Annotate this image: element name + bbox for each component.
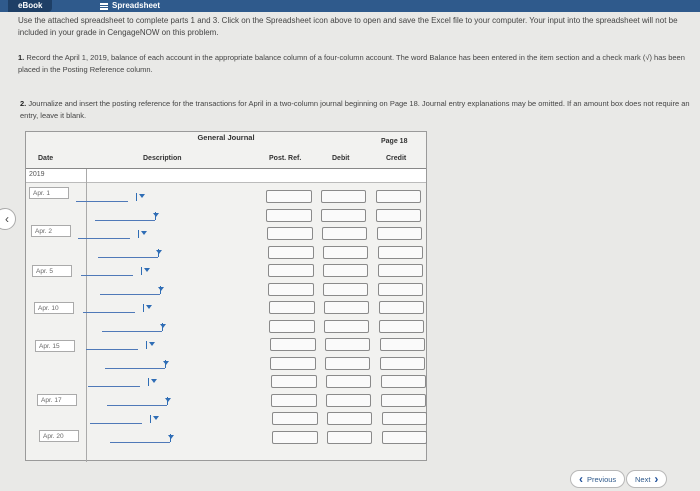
chevron-down-icon[interactable]	[160, 324, 166, 328]
previous-button[interactable]	[570, 470, 625, 488]
instruction-part-2	[20, 98, 696, 121]
chevron-down-icon[interactable]	[151, 379, 157, 383]
debit-input[interactable]	[323, 283, 368, 296]
date-column-divider	[86, 169, 87, 462]
description-dropdown[interactable]	[105, 368, 165, 369]
credit-input[interactable]	[382, 412, 427, 425]
chevron-left-icon: ‹	[579, 472, 583, 486]
column-header-post-ref: Post. Ref.	[269, 155, 302, 162]
debit-input[interactable]	[326, 375, 371, 388]
instruction-part-1	[18, 52, 690, 75]
credit-input[interactable]	[380, 338, 425, 351]
previous-label: Previous	[587, 474, 617, 484]
credit-input[interactable]	[377, 227, 422, 240]
debit-input[interactable]	[325, 338, 370, 351]
credit-input[interactable]	[379, 301, 424, 314]
general-journal	[25, 131, 427, 461]
debit-input[interactable]	[326, 394, 371, 407]
post-ref-input[interactable]	[268, 246, 314, 259]
dropdown-divider	[138, 230, 139, 238]
credit-input[interactable]	[382, 431, 427, 444]
chevron-down-icon[interactable]	[153, 213, 159, 217]
journal-page-number: Page 18	[381, 138, 408, 145]
ebook-tab[interactable]: eBook	[8, 0, 52, 12]
description-dropdown[interactable]	[98, 257, 158, 258]
credit-input[interactable]	[380, 357, 425, 370]
spreadsheet-icon	[100, 3, 108, 10]
chevron-down-icon[interactable]	[158, 287, 164, 291]
debit-input[interactable]	[322, 227, 367, 240]
description-dropdown[interactable]	[90, 423, 142, 424]
description-dropdown[interactable]	[100, 294, 160, 295]
chevron-down-icon[interactable]	[168, 435, 174, 439]
column-header-description: Description	[143, 155, 182, 162]
chevron-down-icon[interactable]	[146, 305, 152, 309]
debit-input[interactable]	[325, 357, 370, 370]
part-1-text: Record the April 1, 2019, balance of each account in the appropriate balance column of a four-column account. The word Balance has been entered in the item section and a check mark (√) has been placed in the Posting Reference column.	[18, 53, 685, 74]
debit-input[interactable]	[321, 190, 366, 203]
description-dropdown[interactable]	[76, 201, 128, 202]
entry-date: Apr. 10	[34, 302, 74, 314]
dropdown-divider	[150, 415, 151, 423]
description-dropdown[interactable]	[107, 405, 167, 406]
part-2-number: 2.	[20, 99, 27, 108]
entry-date: Apr. 15	[35, 340, 75, 352]
debit-input[interactable]	[327, 412, 372, 425]
chevron-down-icon[interactable]	[144, 268, 150, 272]
post-ref-input[interactable]	[272, 412, 318, 425]
credit-input[interactable]	[376, 209, 421, 222]
column-header-debit: Debit	[332, 155, 350, 162]
description-dropdown[interactable]	[78, 238, 130, 239]
entry-date: Apr. 5	[32, 265, 72, 277]
debit-input[interactable]	[321, 209, 366, 222]
spreadsheet-label: Spreadsheet	[112, 1, 161, 10]
column-header-credit: Credit	[386, 155, 407, 162]
credit-input[interactable]	[378, 283, 423, 296]
credit-input[interactable]	[378, 246, 423, 259]
debit-input[interactable]	[324, 320, 369, 333]
dropdown-divider	[141, 267, 142, 275]
year-label: 2019	[29, 171, 45, 178]
post-ref-input[interactable]	[271, 375, 317, 388]
description-dropdown[interactable]	[83, 312, 135, 313]
chevron-down-icon[interactable]	[156, 250, 162, 254]
post-ref-input[interactable]	[270, 338, 316, 351]
chevron-down-icon[interactable]	[153, 416, 159, 420]
next-label: Next	[635, 474, 651, 484]
spreadsheet-tab[interactable]	[100, 0, 160, 12]
description-dropdown[interactable]	[95, 220, 155, 221]
debit-input[interactable]	[323, 246, 368, 259]
post-ref-input[interactable]	[272, 431, 318, 444]
chevron-down-icon[interactable]	[149, 342, 155, 346]
post-ref-input[interactable]	[270, 357, 316, 370]
top-bar	[0, 0, 700, 12]
entry-date: Apr. 20	[39, 430, 79, 442]
entry-date: Apr. 17	[37, 394, 77, 406]
dropdown-divider	[143, 304, 144, 312]
credit-input[interactable]	[381, 375, 426, 388]
description-dropdown[interactable]	[110, 442, 170, 443]
entry-date: Apr. 1	[29, 187, 69, 199]
debit-input[interactable]	[324, 301, 369, 314]
next-button[interactable]	[626, 470, 667, 488]
dropdown-divider	[148, 378, 149, 386]
credit-input[interactable]	[376, 190, 421, 203]
post-ref-input[interactable]	[269, 301, 315, 314]
description-dropdown[interactable]	[86, 349, 138, 350]
post-ref-input[interactable]	[266, 209, 312, 222]
chevron-down-icon[interactable]	[139, 194, 145, 198]
post-ref-input[interactable]	[267, 227, 313, 240]
post-ref-input[interactable]	[268, 264, 314, 277]
credit-input[interactable]	[378, 264, 423, 277]
part-1-number: 1.	[18, 53, 25, 62]
chevron-right-icon: ›	[654, 472, 659, 486]
description-dropdown[interactable]	[88, 386, 140, 387]
journal-title: General Journal	[197, 133, 255, 142]
intro-text: Use the attached spreadsheet to complete parts 1 and 3. Click on the Spreadsheet icon above to open and save the Excel file to your computer. Your input into the spreadsheet will not be included in your grade in CengageNOW on this problem.	[18, 16, 678, 37]
entry-date: Apr. 2	[31, 225, 71, 237]
debit-input[interactable]	[327, 431, 372, 444]
post-ref-input[interactable]	[269, 320, 315, 333]
description-dropdown[interactable]	[102, 331, 162, 332]
post-ref-input[interactable]	[271, 394, 317, 407]
description-dropdown[interactable]	[81, 275, 133, 276]
dropdown-divider	[136, 193, 137, 201]
part-2-text: Journalize and insert the posting reference for the transactions for April in a two-column journal beginning on Page 18. Journal entry explanations may be omitted. If an amount box does not require an entry, leave it blank.	[20, 99, 690, 120]
chevron-down-icon[interactable]	[165, 398, 171, 402]
chevron-down-icon[interactable]	[141, 231, 147, 235]
dropdown-divider	[146, 341, 147, 349]
chevron-down-icon[interactable]	[163, 361, 169, 365]
post-ref-input[interactable]	[268, 283, 314, 296]
credit-input[interactable]	[379, 320, 424, 333]
debit-input[interactable]	[323, 264, 368, 277]
credit-input[interactable]	[381, 394, 426, 407]
chevron-left-icon[interactable]: ‹	[0, 208, 16, 230]
post-ref-input[interactable]	[266, 190, 312, 203]
column-header-date: Date	[38, 155, 54, 162]
